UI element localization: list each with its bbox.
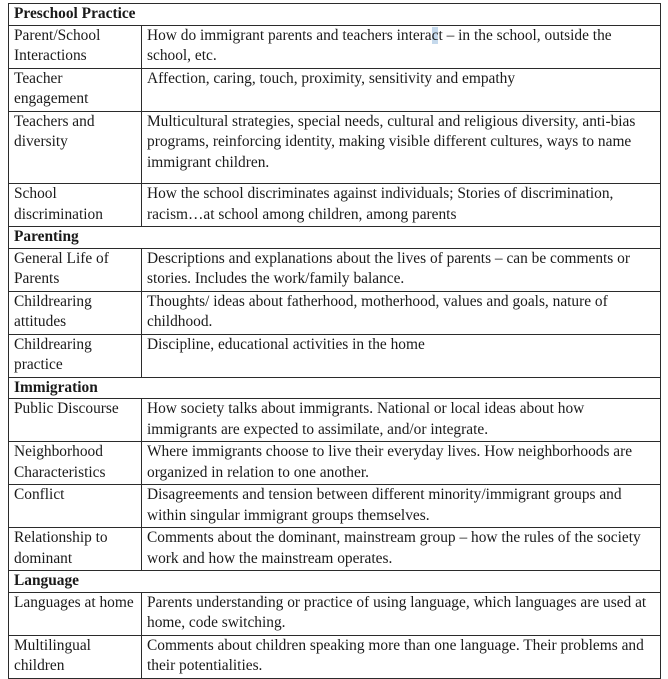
section-header-row [9,571,661,593]
code-description: Multicultural strategies, special needs, cultural and religious diversity, anti-bias programs, reinforcing identity, making visible different cultures, ways to name immigrant children. [142,111,661,184]
code-row [9,111,661,184]
code-description: Discipline, educational activities in the home [142,334,661,377]
code-description: Disagreements and tension between different minority/immigrant groups and within singular immigrant groups themselves. [142,485,661,528]
section-header-row [9,4,661,26]
section-title: Immigration [9,377,661,399]
code-name: Childrearing practice [9,334,142,377]
code-name: Relationship to dominant [9,528,142,571]
code-name: Childrearing attitudes [9,291,142,334]
code-name: Parent/School Interactions [9,25,142,68]
code-description: Descriptions and explanations about the lives of parents – can be comments or stories. Includes the work/family balance. [142,248,661,291]
code-name: Languages at home [9,592,142,635]
code-description: How the school discriminates against individuals; Stories of discrimination, racism…at school among children, among parents [142,184,661,227]
section-title: Preschool Practice [9,4,661,26]
code-description: Comments about the dominant, mainstream group – how the rules of the society work and how the mainstream operates. [142,528,661,571]
code-row [9,68,661,111]
description-text: t – in the school, outside the school, etc. [147,26,612,64]
code-description: Parents understanding or practice of using language, which languages are used at home, code switching. [142,592,661,635]
code-name: Conflict [9,485,142,528]
code-row [9,291,661,334]
code-name: Teacher engagement [9,68,142,111]
section-title: Parenting [9,227,661,249]
code-row [9,248,661,291]
code-description: Where immigrants choose to live their everyday lives. How neighborhoods are organized in relation to one another. [142,442,661,485]
code-row [9,442,661,485]
code-name: Public Discourse [9,399,142,442]
section-header-row [9,227,661,249]
code-name: Teachers and diversity [9,111,142,184]
code-row [9,184,661,227]
code-row [9,635,661,678]
code-description: Comments about children speaking more than one language. Their problems and their potentialities. [142,635,661,678]
code-row [9,528,661,571]
code-name: School discrimination [9,184,142,227]
code-row [9,592,661,635]
code-row [9,399,661,442]
code-name: Neighborhood Characteristics [9,442,142,485]
code-description: How society talks about immigrants. National or local ideas about how immigrants are expected to assimilate, and/or integrate. [142,399,661,442]
description-text: How do immigrant parents and teachers intera [147,26,432,44]
code-description [142,25,661,68]
text-selection-highlight[interactable]: c [431,26,439,44]
code-name: Multilingual children [9,635,142,678]
section-header-row [9,377,661,399]
code-description: Thoughts/ ideas about fatherhood, motherhood, values and goals, nature of childhood. [142,291,661,334]
code-row [9,334,661,377]
code-name: General Life of Parents [9,248,142,291]
code-row [9,25,661,68]
code-row [9,485,661,528]
section-title: Language [9,571,661,593]
code-description: Affection, caring, touch, proximity, sensitivity and empathy [142,68,661,111]
codebook-table [8,3,661,679]
